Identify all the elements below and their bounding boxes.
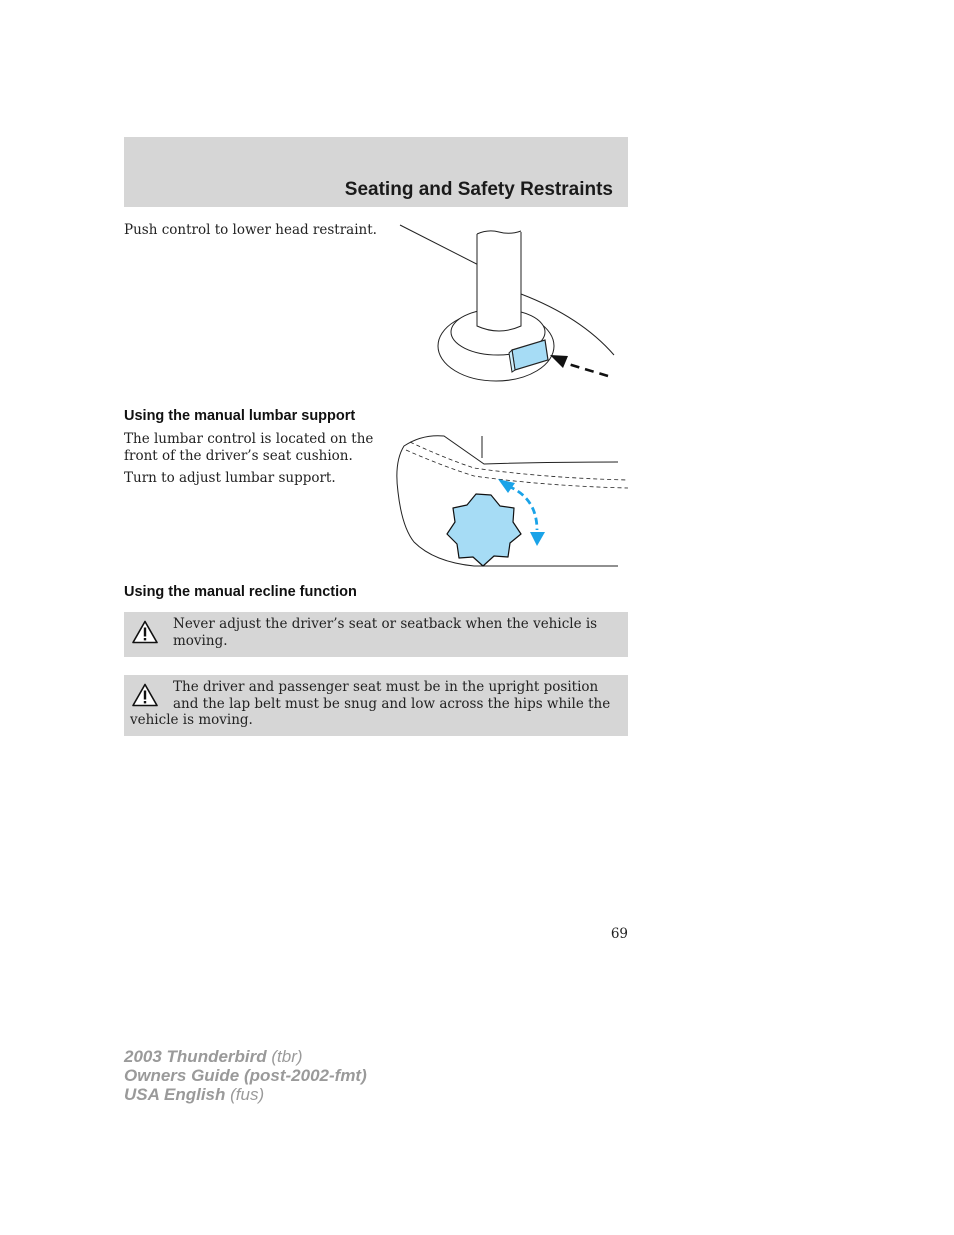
lumbar-heading: Using the manual lumbar support [124,408,356,424]
warning-text-upright-position: The driver and passenger seat must be in the upright position and the lap belt must be snug and low across the hips while the vehicle is moving. [130,679,611,728]
footer-line-language [124,1085,367,1104]
warning-text-seat-adjust: Never adjust the driver’s seat or seatback when the vehicle is moving. [173,616,598,649]
page-number: 69 [610,926,628,942]
section-title: Seating and Safety Restraints [344,179,613,200]
head-restraint-instruction: Push control to lower head restraint. [124,222,377,238]
footer-line-model [124,1047,367,1066]
footer-language: USA English [124,1085,226,1104]
footer-line-guide [124,1066,367,1085]
lumbar-turn-text: Turn to adjust lumbar support. [124,470,336,486]
footer-model-name: 2003 Thunderbird [124,1047,267,1066]
head-restraint-illustration [396,222,628,387]
section-header-band [124,137,628,207]
lumbar-illustration [394,432,628,570]
head-restraint-post [477,232,521,331]
footer-model-code: (tbr) [266,1047,303,1066]
warning-box-upright-position [124,675,628,736]
push-arrow-shaft [568,364,608,376]
footer-language-code: (fus) [225,1085,265,1104]
document-footer [124,1047,367,1104]
push-arrow-head [550,355,568,368]
lumbar-location-text: The lumbar control is located on the front of the driver’s seat cushion. [124,431,374,464]
recline-heading: Using the manual recline function [124,584,357,600]
warning-box-seat-adjust [124,612,628,657]
footer-guide-name: Owners Guide (post-2002-fmt) [124,1066,367,1085]
